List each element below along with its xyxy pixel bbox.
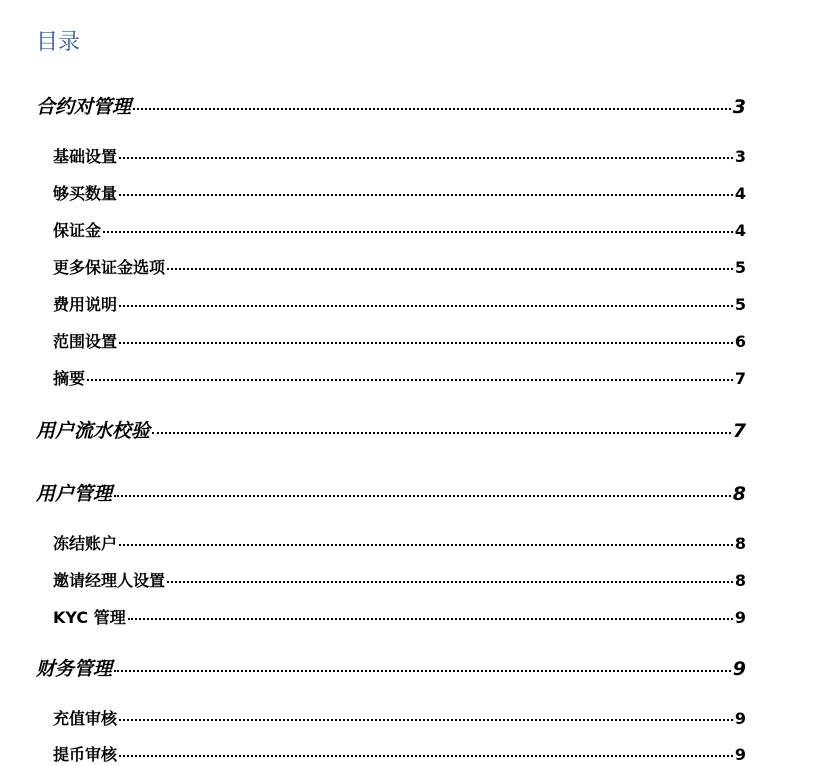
toc-entry-deposit-review[interactable] [53,708,746,730]
toc-entry-page: 8 [734,534,746,553]
toc-entry-page: 3 [734,147,746,166]
toc-entry-kyc-management[interactable] [53,607,746,629]
dot-leader [119,342,733,344]
toc-entry-more-margin-options[interactable] [53,257,746,279]
toc-entry-page: 9 [734,709,746,728]
toc-entry-page: 9 [734,608,746,627]
toc-entry-page: 6 [734,332,746,351]
dot-leader [119,194,733,196]
dot-leader [119,719,733,721]
dot-leader [167,581,733,583]
toc-entry-fee-description[interactable] [53,294,746,316]
toc-entry-finance-management[interactable] [36,656,746,682]
toc-entry-user-flow-verification[interactable] [36,418,746,444]
toc-entry-label: 用户流水校验 [36,420,151,442]
toc-entry-label: 保证金 [53,221,102,240]
toc-entry-page: 8 [734,571,746,590]
toc-entry-label: 基础设置 [53,147,118,166]
toc-entry-page: 5 [734,258,746,277]
toc-entry-basic-settings[interactable] [53,146,746,168]
toc-entry-purchase-quantity[interactable] [53,183,746,205]
toc-entry-label: KYC 管理 [53,608,126,627]
dot-leader [114,670,731,672]
toc-entry-page: 4 [734,221,746,240]
dot-leader [167,268,733,270]
toc-entry-label: 更多保证金选项 [53,258,166,277]
toc-entry-withdrawal-review[interactable] [53,744,746,766]
dot-leader [119,305,733,307]
toc-entry-label: 充值审核 [53,709,118,728]
toc-entry-label: 够买数量 [53,184,118,203]
toc-entry-label: 摘要 [53,369,86,388]
toc-entry-label: 范围设置 [53,332,118,351]
dot-leader [114,495,731,497]
toc-entry-label: 财务管理 [36,658,113,680]
toc-entry-label: 用户管理 [36,483,113,505]
toc-entry-label: 费用说明 [53,295,118,314]
toc-entry-range-settings[interactable] [53,331,746,353]
toc-entry-page: 3 [732,96,746,118]
toc-title: 目录 [36,30,81,55]
toc-entry-user-management[interactable] [36,481,746,507]
toc-entry-freeze-account[interactable] [53,533,746,555]
toc-entry-margin[interactable] [53,220,746,242]
toc-entry-summary[interactable] [53,368,746,390]
toc-entry-label: 提币审核 [53,745,118,764]
toc-entry-page: 8 [732,483,746,505]
dot-leader [119,755,733,757]
toc-entry-page: 9 [732,658,746,680]
dot-leader [119,157,733,159]
toc-entry-label: 冻结账户 [53,534,118,553]
toc-entry-page: 5 [734,295,746,314]
dot-leader [119,544,733,546]
dot-leader [87,379,733,381]
toc-entry-page: 7 [732,420,746,442]
toc-entry-invite-manager-settings[interactable] [53,570,746,592]
dot-leader [133,108,731,110]
toc-entry-page: 9 [734,745,746,764]
dot-leader [103,231,733,233]
dot-leader [152,432,731,434]
toc-entry-label: 邀请经理人设置 [53,571,166,590]
toc-entry-page: 7 [734,369,746,388]
toc-entry-contract-pair-management[interactable] [36,94,746,120]
toc-entry-label: 合约对管理 [36,96,132,118]
toc-entry-page: 4 [734,184,746,203]
dot-leader [128,618,733,620]
